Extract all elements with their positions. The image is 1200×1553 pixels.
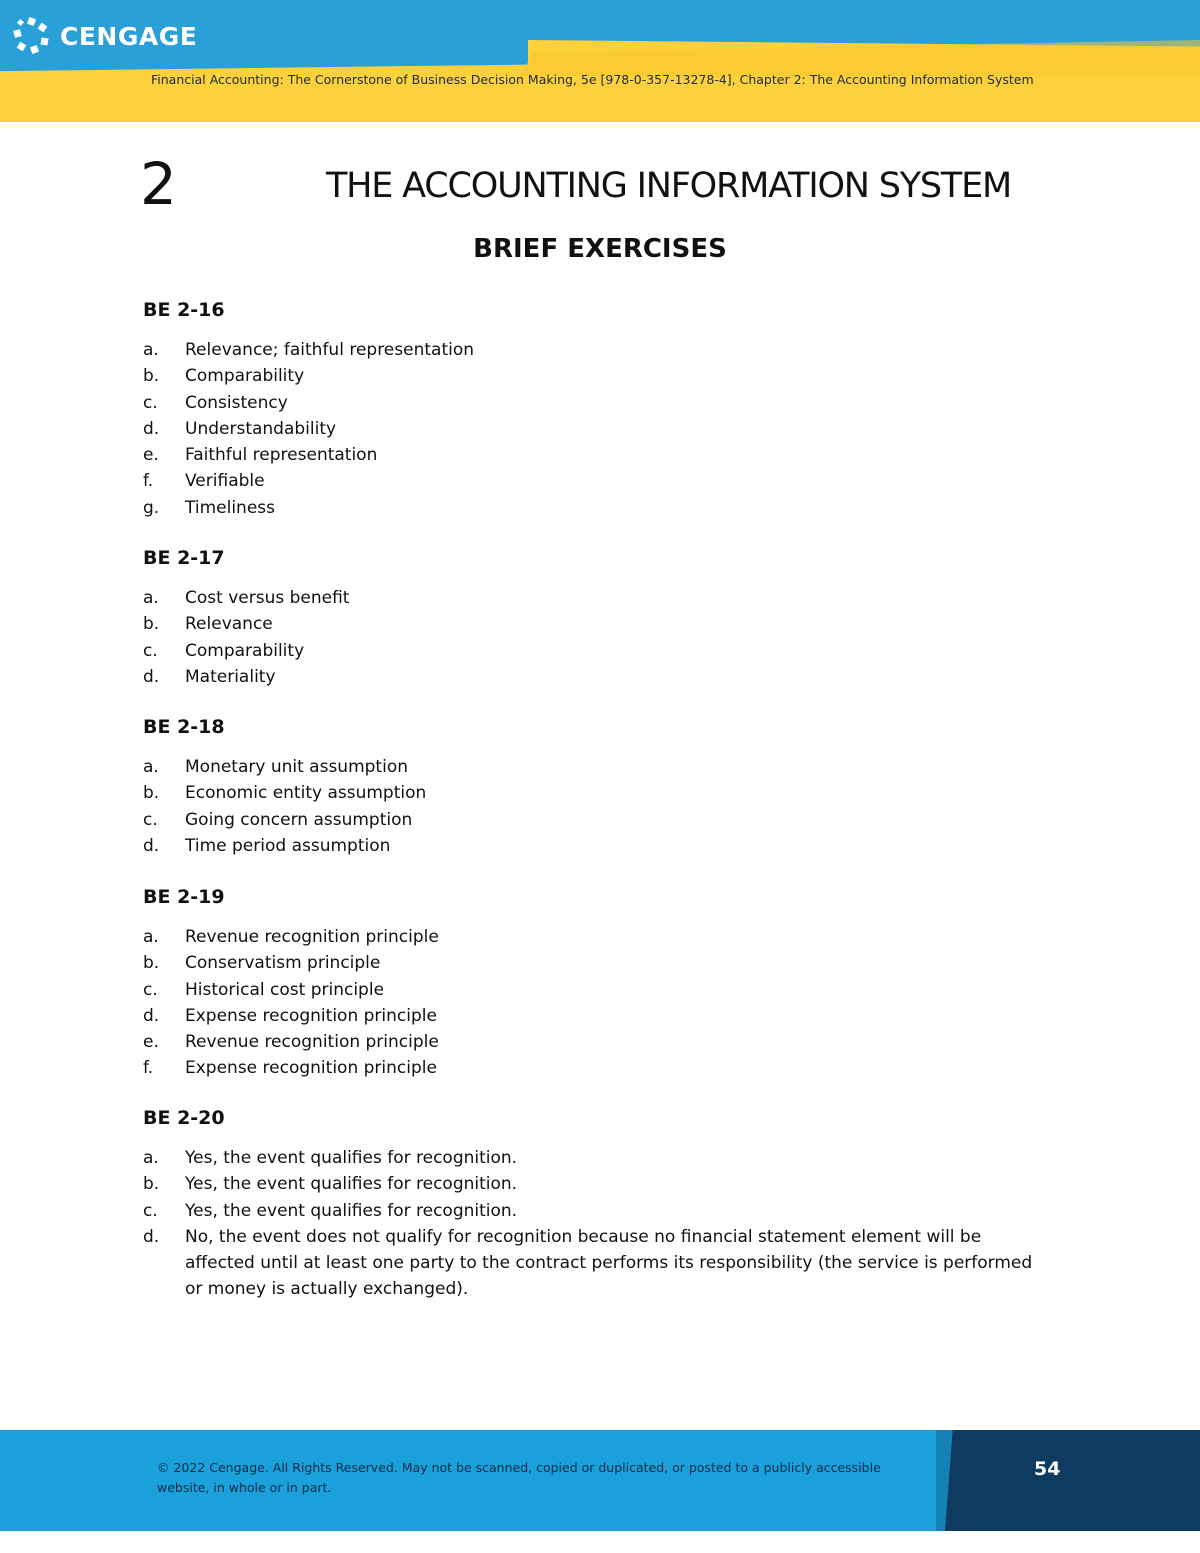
- list-item: [143, 585, 1043, 611]
- page-number: 54: [1034, 1458, 1061, 1480]
- list-item: [143, 807, 1043, 833]
- item-text: Comparability: [185, 640, 305, 661]
- chapter-title: THE ACCOUNTING INFORMATION SYSTEM: [326, 166, 1012, 206]
- item-letter: c.: [143, 979, 158, 1000]
- item-text: Going concern assumption: [185, 809, 413, 830]
- item-letter: c.: [143, 1200, 158, 1221]
- item-text: Yes, the event qualifies for recognition.: [185, 1200, 518, 1221]
- item-letter: a.: [143, 1148, 159, 1168]
- list-item: [143, 1055, 1043, 1081]
- item-text: Faithful representation: [185, 445, 378, 466]
- list-item: [143, 780, 1043, 806]
- exercise-be-2-17: [143, 545, 1043, 690]
- list-item: [143, 833, 1043, 859]
- item-letter: b.: [143, 614, 160, 635]
- item-text: Expense recognition principle: [185, 1005, 437, 1026]
- list-item: [143, 754, 1043, 780]
- item-text: Yes, the event qualifies for recognition.: [185, 1148, 518, 1168]
- item-letter: a.: [143, 927, 159, 947]
- exercise-heading: BE 2-16: [143, 299, 225, 321]
- list-item: [143, 416, 1043, 442]
- chapter-number: 2: [140, 150, 177, 218]
- exercise-heading: BE 2-18: [143, 716, 225, 738]
- item-letter: b.: [143, 953, 160, 974]
- item-text: Materiality: [185, 666, 276, 687]
- list-item: [143, 390, 1043, 416]
- list-item: [143, 1029, 1043, 1055]
- item-text: No, the event does not qualify for recognition because no financial statement element will be affected until at least one party to the contract performs its responsibility (the service is performed or money is actually exchanged).: [185, 1226, 1033, 1300]
- list-item: [143, 1224, 1043, 1303]
- section-title: BRIEF EXERCISES: [473, 234, 727, 264]
- answer-list: [143, 754, 1043, 859]
- exercise-be-2-19: [143, 884, 1043, 1082]
- item-text: Economic entity assumption: [185, 783, 427, 804]
- item-letter: a.: [143, 757, 159, 777]
- list-item: [143, 1198, 1043, 1224]
- list-item: [143, 924, 1043, 950]
- item-letter: f.: [143, 1058, 154, 1079]
- item-letter: f.: [143, 471, 154, 492]
- item-text: Yes, the event qualifies for recognition.: [185, 1174, 518, 1195]
- item-letter: e.: [143, 1032, 159, 1053]
- item-letter: c.: [143, 640, 158, 661]
- running-head: Financial Accounting: The Cornerstone of Business Decision Making, 5e [978-0-357-13278-4], Chapter 2: The Accounting Information System: [151, 72, 1034, 87]
- answer-list: [143, 1145, 1043, 1303]
- item-text: Consistency: [185, 392, 288, 413]
- exercise-be-2-16: [143, 297, 1043, 521]
- item-text: Relevance: [185, 614, 273, 635]
- item-letter: b.: [143, 783, 160, 804]
- item-text: Revenue recognition principle: [185, 1032, 439, 1053]
- item-letter: d.: [143, 1005, 160, 1026]
- item-letter: b.: [143, 366, 160, 387]
- list-item: [143, 664, 1043, 690]
- list-item: [143, 1003, 1043, 1029]
- item-letter: c.: [143, 809, 158, 830]
- cengage-logo: [12, 16, 197, 56]
- item-letter: g.: [143, 497, 160, 518]
- item-letter: e.: [143, 445, 159, 466]
- page-footer: [0, 1430, 1200, 1531]
- item-letter: a.: [143, 588, 159, 608]
- item-text: Understandability: [185, 418, 337, 439]
- item-letter: d.: [143, 418, 160, 439]
- list-item: [143, 977, 1043, 1003]
- list-item: [143, 638, 1043, 664]
- item-text: Time period assumption: [185, 835, 391, 856]
- copyright-notice: © 2022 Cengage. All Rights Reserved. May not be scanned, copied or duplicated, or posted to a publicly accessible website, in whole or in part.: [157, 1460, 881, 1495]
- list-item: [143, 1145, 1043, 1171]
- exercise-be-2-20: [143, 1105, 1043, 1303]
- list-item: [143, 337, 1043, 363]
- item-letter: d.: [143, 666, 160, 687]
- answer-list: [143, 585, 1043, 690]
- list-item: [143, 1171, 1043, 1197]
- item-text: Verifiable: [185, 471, 265, 492]
- item-text: Monetary unit assumption: [185, 757, 409, 777]
- item-letter: b.: [143, 1174, 160, 1195]
- item-letter: a.: [143, 340, 159, 360]
- footer-dark-panel: [945, 1430, 1200, 1531]
- item-text: Cost versus benefit: [185, 588, 350, 608]
- answer-list: [143, 924, 1043, 1082]
- list-item: [143, 363, 1043, 389]
- page-header: [0, 0, 1200, 122]
- answer-list: [143, 337, 1043, 521]
- item-letter: d.: [143, 1226, 160, 1247]
- item-text: Historical cost principle: [185, 979, 385, 1000]
- list-item: [143, 950, 1043, 976]
- list-item: [143, 442, 1043, 468]
- list-item: [143, 495, 1043, 521]
- logo-wordmark: CENGAGE: [60, 21, 198, 51]
- exercise-heading: BE 2-20: [143, 1107, 225, 1129]
- item-letter: c.: [143, 392, 158, 413]
- item-text: Timeliness: [185, 497, 275, 518]
- exercise-be-2-18: [143, 714, 1043, 859]
- item-text: Conservatism principle: [185, 953, 381, 974]
- cengage-logo-icon: [12, 16, 52, 56]
- item-letter: d.: [143, 835, 160, 856]
- exercise-heading: BE 2-19: [143, 886, 225, 908]
- item-text: Relevance; faithful representation: [185, 340, 475, 360]
- list-item: [143, 611, 1043, 637]
- item-text: Comparability: [185, 366, 305, 387]
- list-item: [143, 468, 1043, 494]
- exercise-heading: BE 2-17: [143, 547, 225, 569]
- item-text: Expense recognition principle: [185, 1058, 437, 1079]
- item-text: Revenue recognition principle: [185, 927, 439, 947]
